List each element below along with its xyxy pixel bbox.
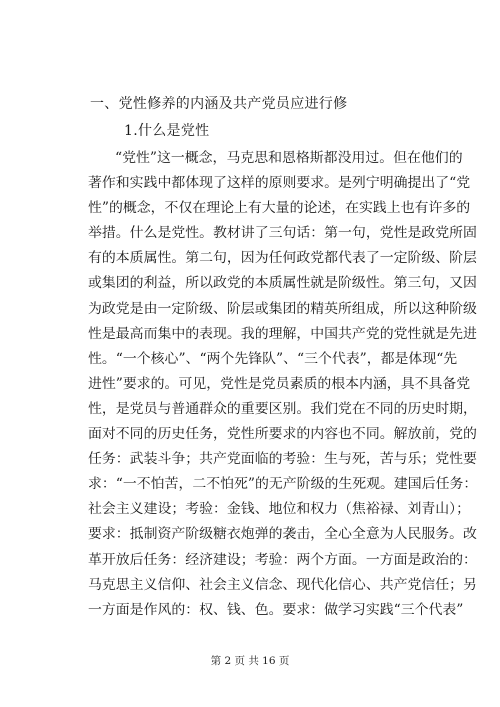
paragraph-line: 性是最高而集中的表现。我的理解，中国共产党的党性就是先进 (88, 325, 477, 342)
paragraph-line: 求：“一不怕苦，二不怕死”的无产阶级的生死观。建国后任务： (88, 476, 478, 493)
paragraph-line: 要求：抵制资产阶级糖衣炮弹的袭击，全心全意为人民服务。改 (88, 526, 477, 543)
paragraph-line: 著作和实践中都体现了这样的原则要求。是列宁明确提出了“党 (88, 175, 471, 192)
paragraph-line: 社会主义建设；考验：金钱、地位和权力（焦裕禄、刘青山）； (88, 501, 470, 518)
paragraph-line: 革开放后任务：经济建设；考验：两个方面。一方面是政治的： (88, 551, 477, 568)
body-paragraph (88, 146, 478, 623)
page-number-footer: 第 2 页 共 16 页 (210, 655, 290, 667)
paragraph-line: “党性”这一概念，马克思和恩格斯都没用过。但在他们的 (115, 150, 463, 166)
paragraph-line: 性，是党员与普通群众的重要区别。我们党在不同的历史时期， (88, 400, 477, 417)
paragraph-line: 举措。什么是党性。教材讲了三句话：第一句，党性是政党所固 (88, 225, 477, 242)
paragraph-line: 性”的概念，不仅在理论上有大量的论述，在实践上也有许多的 (88, 200, 471, 217)
paragraph-line: 一方面是作风的：权、钱、色。要求：做学习实践“三个代表” (88, 601, 464, 618)
subsection-heading: 1.什么是党性 (124, 123, 210, 139)
section-heading: 一、党性修养的内涵及共产党员应进行修 (90, 96, 348, 112)
paragraph-line: 面对不同的历史任务，党性所要求的内容也不同。解放前，党的 (88, 426, 477, 443)
paragraph-line: 性。“一个核心”、“两个先锋队”、“三个代表”，都是体现“先 (88, 350, 458, 367)
paragraph-line: 为政党是由一定阶级、阶层或集团的精英所组成，所以这种阶级 (88, 300, 477, 317)
paragraph-line: 有的本质属性。第二句，因为任何政党都代表了一定阶级、阶层 (88, 250, 477, 267)
paragraph-line: 任务：武装斗争；共产党面临的考验：生与死，苦与乐；党性要 (88, 451, 477, 468)
paragraph-line: 马克思主义信仰、社会主义信念、现代化信心、共产党信任；另 (88, 576, 477, 593)
paragraph-line: 或集团的利益，所以政党的本质属性就是阶级性。第三句，又因 (88, 275, 477, 292)
paragraph-line: 进性”要求的。可见，党性是党员素质的根本内涵，具不具备党 (88, 375, 471, 392)
